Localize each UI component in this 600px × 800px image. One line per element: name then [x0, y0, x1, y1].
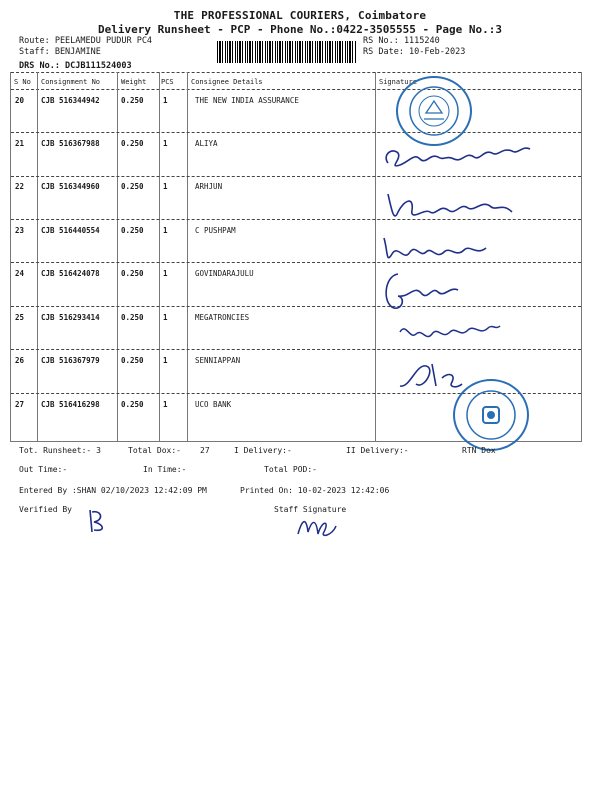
cell-pcs: 1 [163, 96, 168, 105]
seal-emblem-icon [404, 83, 464, 139]
cell-consignee: MEGATRONCIES [195, 313, 250, 322]
header-right [363, 36, 465, 58]
col-header-pcs: PCS [161, 78, 174, 86]
tot-runsheet: Tot. Runsheet:- 3 [19, 446, 101, 455]
cell-pcs: 1 [163, 269, 168, 278]
signature-govindarajulu [378, 268, 478, 314]
cell-consignment: CJB 516416298 [41, 400, 100, 409]
cell-weight: 0.250 [121, 96, 144, 105]
cell-consignee: C PUSHPAM [195, 226, 236, 235]
staff-signature-label: Staff Signature [274, 505, 347, 514]
cell-consignment: CJB 516293414 [41, 313, 100, 322]
in-time: In Time:- [143, 465, 187, 474]
rs-number: RS No.: 1115240 [363, 36, 440, 46]
verified-by-label: Verified By [19, 505, 72, 514]
col-header-signature: Signature [379, 78, 417, 86]
rtn-dox: RTN Dox [462, 446, 496, 455]
cell-weight: 0.250 [121, 400, 144, 409]
cell-pcs: 1 [163, 182, 168, 191]
cell-sno: 22 [15, 182, 25, 191]
cell-consignment: CJB 516344960 [41, 182, 100, 191]
signature-megatroncies [396, 312, 506, 348]
cell-consignee: UCO BANK [195, 400, 232, 409]
company-title: THE PROFESSIONAL COURIERS, Coimbatore [173, 9, 427, 22]
cell-sno: 20 [15, 96, 25, 105]
row-rule [11, 132, 581, 133]
total-dox-label: Total Dox:- [128, 446, 181, 455]
cell-weight: 0.250 [121, 269, 144, 278]
cell-weight: 0.250 [121, 139, 144, 148]
cell-pcs: 1 [163, 313, 168, 322]
verified-by-signature [82, 506, 112, 536]
row-rule [11, 176, 581, 177]
cell-sno: 23 [15, 226, 25, 235]
col-header-consignment: Consignment No [41, 78, 101, 86]
col-header-sno: S No [14, 78, 31, 86]
cell-sno: 25 [15, 313, 25, 322]
header-left [19, 36, 152, 72]
entered-by: Entered By :SHAN 02/10/2023 12:42:09 PM [19, 486, 207, 495]
cell-sno: 21 [15, 139, 25, 148]
total-pod: Total POD:- [264, 465, 317, 474]
cell-pcs: 1 [163, 226, 168, 235]
signature-senniappan [396, 356, 466, 394]
staff-text: Staff: BENJAMINE [19, 47, 101, 57]
cell-pcs: 1 [163, 139, 168, 148]
cell-consignee: SENNIAPPAN [195, 356, 241, 365]
cell-consignment: CJB 516367988 [41, 139, 100, 148]
cell-weight: 0.250 [121, 226, 144, 235]
ii-delivery: II Delivery:- [346, 446, 409, 455]
cell-consignment: CJB 516440554 [41, 226, 100, 235]
cell-consignee: THE NEW INDIA ASSURANCE [195, 96, 299, 105]
cell-weight: 0.250 [121, 313, 144, 322]
cell-sno: 27 [15, 400, 25, 409]
table-top-rule [11, 72, 581, 73]
i-delivery: I Delivery:- [234, 446, 292, 455]
col-header-consignee: Consignee Details [191, 78, 263, 86]
signature-arhjun [378, 182, 528, 228]
out-time: Out Time:- [19, 465, 68, 474]
cell-consignment: CJB 516424078 [41, 269, 100, 278]
total-dox-value: 27 [200, 446, 210, 455]
cell-weight: 0.250 [121, 182, 144, 191]
route-text: Route: PEELAMEDU PUDUR PC4 [19, 36, 153, 46]
cell-pcs: 1 [163, 400, 168, 409]
drs-number: DRS No.: DCJB111524003 [19, 61, 132, 71]
cell-consignee: ARHJUN [195, 182, 223, 191]
signature-aliya [380, 135, 540, 175]
col-header-weight: Weight [121, 78, 147, 86]
cell-consignment: CJB 516367979 [41, 356, 100, 365]
cell-sno: 26 [15, 356, 25, 365]
cell-consignee: ALIYA [195, 139, 218, 148]
cell-consignee: GOVINDARAJULU [195, 269, 254, 278]
barcode [217, 41, 357, 63]
staff-signature-mark [294, 510, 340, 540]
runsheet-subtitle: Delivery Runsheet - PCP - Phone No.:0422-3505555 - Page No.:3 [98, 23, 502, 36]
cell-weight: 0.250 [121, 356, 144, 365]
bank-emblem-icon [461, 387, 521, 443]
printed-on: Printed On: 10-02-2023 12:42:06 [240, 486, 390, 495]
cell-pcs: 1 [163, 356, 168, 365]
header-rule [11, 89, 581, 90]
signature-pushpam [378, 228, 508, 272]
row-rule [11, 306, 581, 307]
cell-consignment: CJB 516344942 [41, 96, 100, 105]
cell-sno: 24 [15, 269, 25, 278]
rs-date: RS Date: 10-Feb-2023 [363, 47, 466, 57]
row-rule [11, 349, 581, 350]
